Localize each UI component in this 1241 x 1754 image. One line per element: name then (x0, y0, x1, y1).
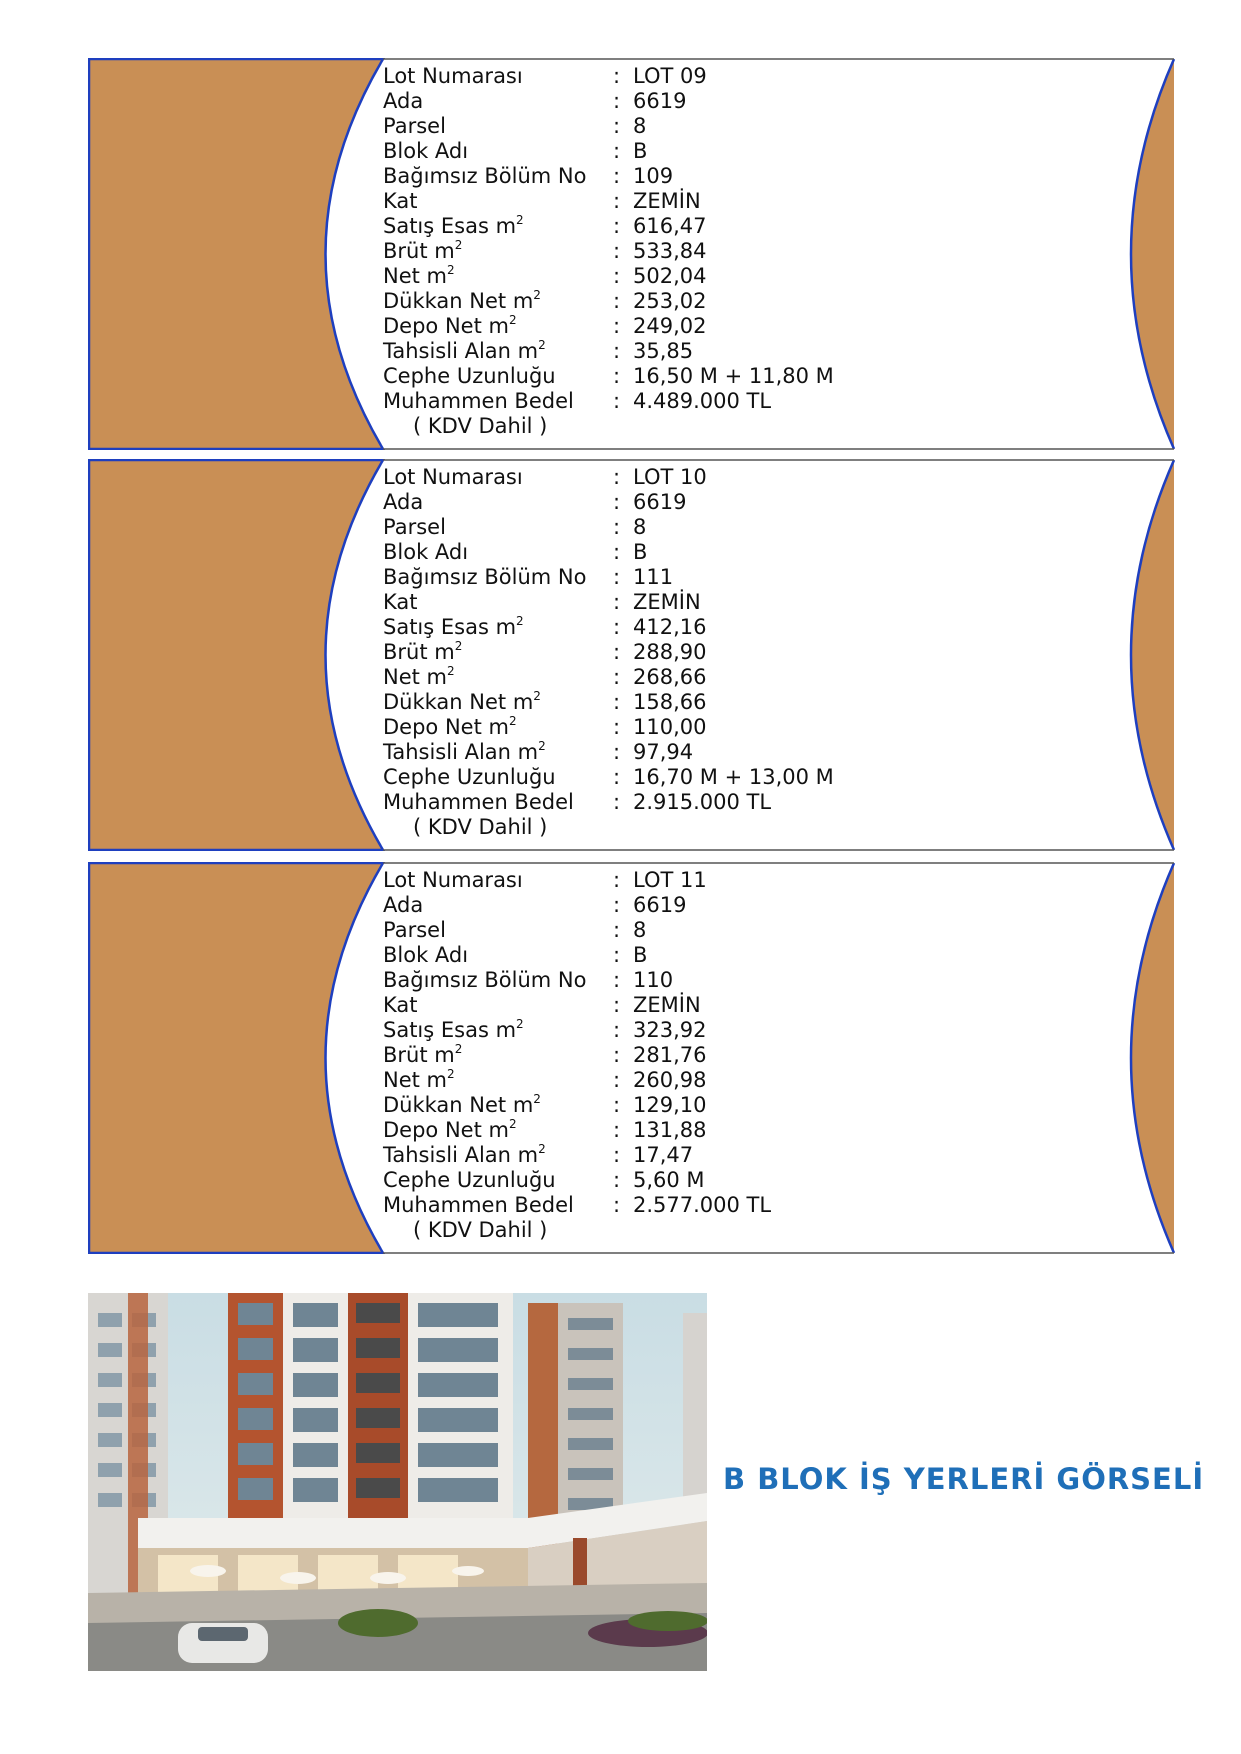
detail-label: Depo Net $m^2$ (383, 313, 517, 338)
detail-value: LOT 09 (633, 64, 707, 88)
detail-value: 281,76 (633, 1043, 707, 1067)
detail-colon: : (613, 1143, 621, 1167)
square-superscript: 2 (516, 213, 524, 227)
detail-label: Ada (383, 89, 424, 113)
detail-colon: : (613, 918, 621, 942)
detail-colon: : (613, 765, 621, 789)
detail-label: Muhammen Bedel (383, 1193, 574, 1217)
detail-value: 131,88 (633, 1118, 707, 1142)
detail-colon: : (613, 264, 621, 288)
detail-colon: : (613, 490, 621, 514)
detail-label: Brüt $m^2$ (383, 238, 463, 263)
square-superscript: 2 (454, 639, 463, 653)
detail-label: Parsel (383, 515, 446, 539)
detail-colon: : (613, 515, 621, 539)
detail-label: Net $m^2$ (383, 1067, 455, 1092)
detail-colon: : (613, 565, 621, 589)
detail-value: ZEMİN (633, 189, 701, 213)
square-superscript: 2 (533, 1092, 541, 1106)
detail-value: 8 (633, 515, 647, 539)
detail-colon: : (613, 64, 621, 88)
detail-value: 6619 (633, 893, 687, 917)
detail-colon: : (613, 289, 621, 313)
detail-colon: : (613, 314, 621, 338)
detail-label: Dükkan Net $m^2$ (383, 1092, 541, 1117)
detail-label: Dükkan Net $m^2$ (383, 288, 541, 313)
detail-label: Kat (383, 590, 418, 614)
detail-colon: : (613, 740, 621, 764)
detail-value: 268,66 (633, 665, 707, 689)
detail-label: Muhammen Bedel (383, 389, 574, 413)
detail-colon: : (613, 1193, 621, 1217)
square-superscript: 2 (508, 313, 517, 327)
detail-label: Kat (383, 993, 418, 1017)
detail-value: 2.915.000 TL (633, 790, 772, 814)
detail-value: 35,85 (633, 339, 694, 363)
detail-value: LOT 11 (633, 868, 707, 892)
detail-value: 16,50 M + 11,80 M (633, 364, 834, 388)
left-panel-shape (89, 863, 383, 1253)
detail-value: 323,92 (633, 1018, 707, 1042)
detail-colon: : (613, 465, 621, 489)
detail-colon: : (613, 1043, 621, 1067)
square-superscript: 2 (447, 1067, 455, 1081)
detail-value: 249,02 (633, 314, 707, 338)
detail-value: 110 (633, 968, 674, 992)
detail-label: Brüt $m^2$ (383, 639, 463, 664)
detail-label: Net $m^2$ (383, 263, 455, 288)
detail-colon: : (613, 790, 621, 814)
detail-label: Cephe Uzunluğu (383, 364, 556, 388)
detail-colon: : (613, 214, 621, 238)
detail-label: Tahsisli Alan $m^2$ (383, 338, 546, 363)
detail-colon: : (613, 615, 621, 639)
detail-label: Satış Esas $m^2$ (383, 213, 524, 238)
detail-colon: : (613, 690, 621, 714)
detail-label: Dükkan Net $m^2$ (383, 689, 541, 714)
detail-value: ZEMİN (633, 590, 701, 614)
detail-value: B (633, 943, 648, 967)
lot-card-frame (88, 58, 1175, 450)
square-superscript: 2 (447, 664, 455, 678)
square-superscript: 2 (516, 1017, 524, 1031)
detail-label: Depo Net $m^2$ (383, 1117, 517, 1142)
detail-label: Muhammen Bedel (383, 790, 574, 814)
detail-colon: : (613, 89, 621, 113)
detail-label: Kat (383, 189, 418, 213)
detail-value: 109 (633, 164, 674, 188)
detail-value: 16,70 M + 13,00 M (633, 765, 834, 789)
kdv-note: ( KDV Dahil ) (413, 1218, 548, 1242)
square-superscript: 2 (538, 338, 546, 352)
detail-value: 129,10 (633, 1093, 707, 1117)
building-rendering-image (88, 1293, 707, 1671)
detail-colon: : (613, 968, 621, 992)
square-superscript: 2 (508, 1117, 517, 1131)
detail-value: 4.489.000 TL (633, 389, 772, 413)
kdv-note: ( KDV Dahil ) (413, 815, 548, 839)
detail-colon: : (613, 339, 621, 363)
detail-label: Parsel (383, 918, 446, 942)
detail-label: Brüt $m^2$ (383, 1042, 463, 1067)
square-superscript: 2 (538, 1142, 546, 1156)
detail-colon: : (613, 893, 621, 917)
detail-label: Net $m^2$ (383, 664, 455, 689)
detail-label: Bağımsız Bölüm No (383, 565, 587, 589)
detail-label: Blok Adı (383, 943, 469, 967)
detail-value: 253,02 (633, 289, 707, 313)
detail-label: Blok Adı (383, 139, 469, 163)
detail-value: 260,98 (633, 1068, 707, 1092)
detail-value: B (633, 139, 648, 163)
detail-value: 8 (633, 918, 647, 942)
detail-value: 111 (633, 565, 674, 589)
detail-label: Cephe Uzunluğu (383, 765, 556, 789)
detail-value: 533,84 (633, 239, 707, 263)
lot-card (88, 862, 1175, 1254)
detail-colon: : (613, 1168, 621, 1192)
lot-card-frame (88, 459, 1175, 851)
detail-label: Lot Numarası (383, 868, 523, 892)
detail-value: 288,90 (633, 640, 707, 664)
detail-label: Lot Numarası (383, 64, 523, 88)
detail-value: 616,47 (633, 214, 707, 238)
detail-label: Ada (383, 490, 424, 514)
kdv-note: ( KDV Dahil ) (413, 414, 548, 438)
detail-colon: : (613, 943, 621, 967)
detail-value: 6619 (633, 490, 687, 514)
detail-label: Depo Net $m^2$ (383, 714, 517, 739)
lot-card (88, 58, 1175, 450)
detail-value: B (633, 540, 648, 564)
detail-value: 97,94 (633, 740, 694, 764)
square-superscript: 2 (533, 689, 541, 703)
detail-colon: : (613, 993, 621, 1017)
detail-label: Tahsisli Alan $m^2$ (383, 739, 546, 764)
detail-colon: : (613, 665, 621, 689)
square-superscript: 2 (454, 1042, 463, 1056)
square-superscript: 2 (508, 714, 517, 728)
detail-colon: : (613, 1068, 621, 1092)
detail-value: 6619 (633, 89, 687, 113)
detail-colon: : (613, 239, 621, 263)
square-superscript: 2 (516, 614, 524, 628)
detail-label: Bağımsız Bölüm No (383, 968, 587, 992)
detail-colon: : (613, 1018, 621, 1042)
detail-label: Lot Numarası (383, 465, 523, 489)
detail-colon: : (613, 114, 621, 138)
detail-value: 8 (633, 114, 647, 138)
detail-label: Cephe Uzunluğu (383, 1168, 556, 1192)
image-caption: B BLOK İŞ YERLERİ GÖRSELİ (723, 1462, 1205, 1496)
lot-card-frame (88, 862, 1175, 1254)
detail-colon: : (613, 189, 621, 213)
detail-label: Parsel (383, 114, 446, 138)
detail-value: 17,47 (633, 1143, 694, 1167)
square-superscript: 2 (533, 288, 541, 302)
detail-colon: : (613, 868, 621, 892)
detail-colon: : (613, 590, 621, 614)
detail-label: Blok Adı (383, 540, 469, 564)
detail-colon: : (613, 139, 621, 163)
detail-label: Tahsisli Alan $m^2$ (383, 1142, 546, 1167)
square-superscript: 2 (454, 238, 463, 252)
detail-colon: : (613, 1093, 621, 1117)
detail-colon: : (613, 1118, 621, 1142)
detail-colon: : (613, 164, 621, 188)
detail-colon: : (613, 540, 621, 564)
detail-value: 2.577.000 TL (633, 1193, 772, 1217)
detail-colon: : (613, 389, 621, 413)
left-panel-shape (89, 59, 383, 449)
detail-value: 110,00 (633, 715, 707, 739)
detail-colon: : (613, 715, 621, 739)
detail-value: ZEMİN (633, 993, 701, 1017)
left-panel-shape (89, 460, 383, 850)
detail-label: Satış Esas $m^2$ (383, 614, 524, 639)
detail-value: 502,04 (633, 264, 707, 288)
detail-colon: : (613, 640, 621, 664)
detail-value: 158,66 (633, 690, 707, 714)
detail-value: LOT 10 (633, 465, 707, 489)
detail-value: 5,60 M (633, 1168, 705, 1192)
square-superscript: 2 (538, 739, 546, 753)
lot-card (88, 459, 1175, 851)
square-superscript: 2 (447, 263, 455, 277)
detail-label: Bağımsız Bölüm No (383, 164, 587, 188)
detail-value: 412,16 (633, 615, 707, 639)
detail-colon: : (613, 364, 621, 388)
detail-label: Ada (383, 893, 424, 917)
detail-label: Satış Esas $m^2$ (383, 1017, 524, 1042)
